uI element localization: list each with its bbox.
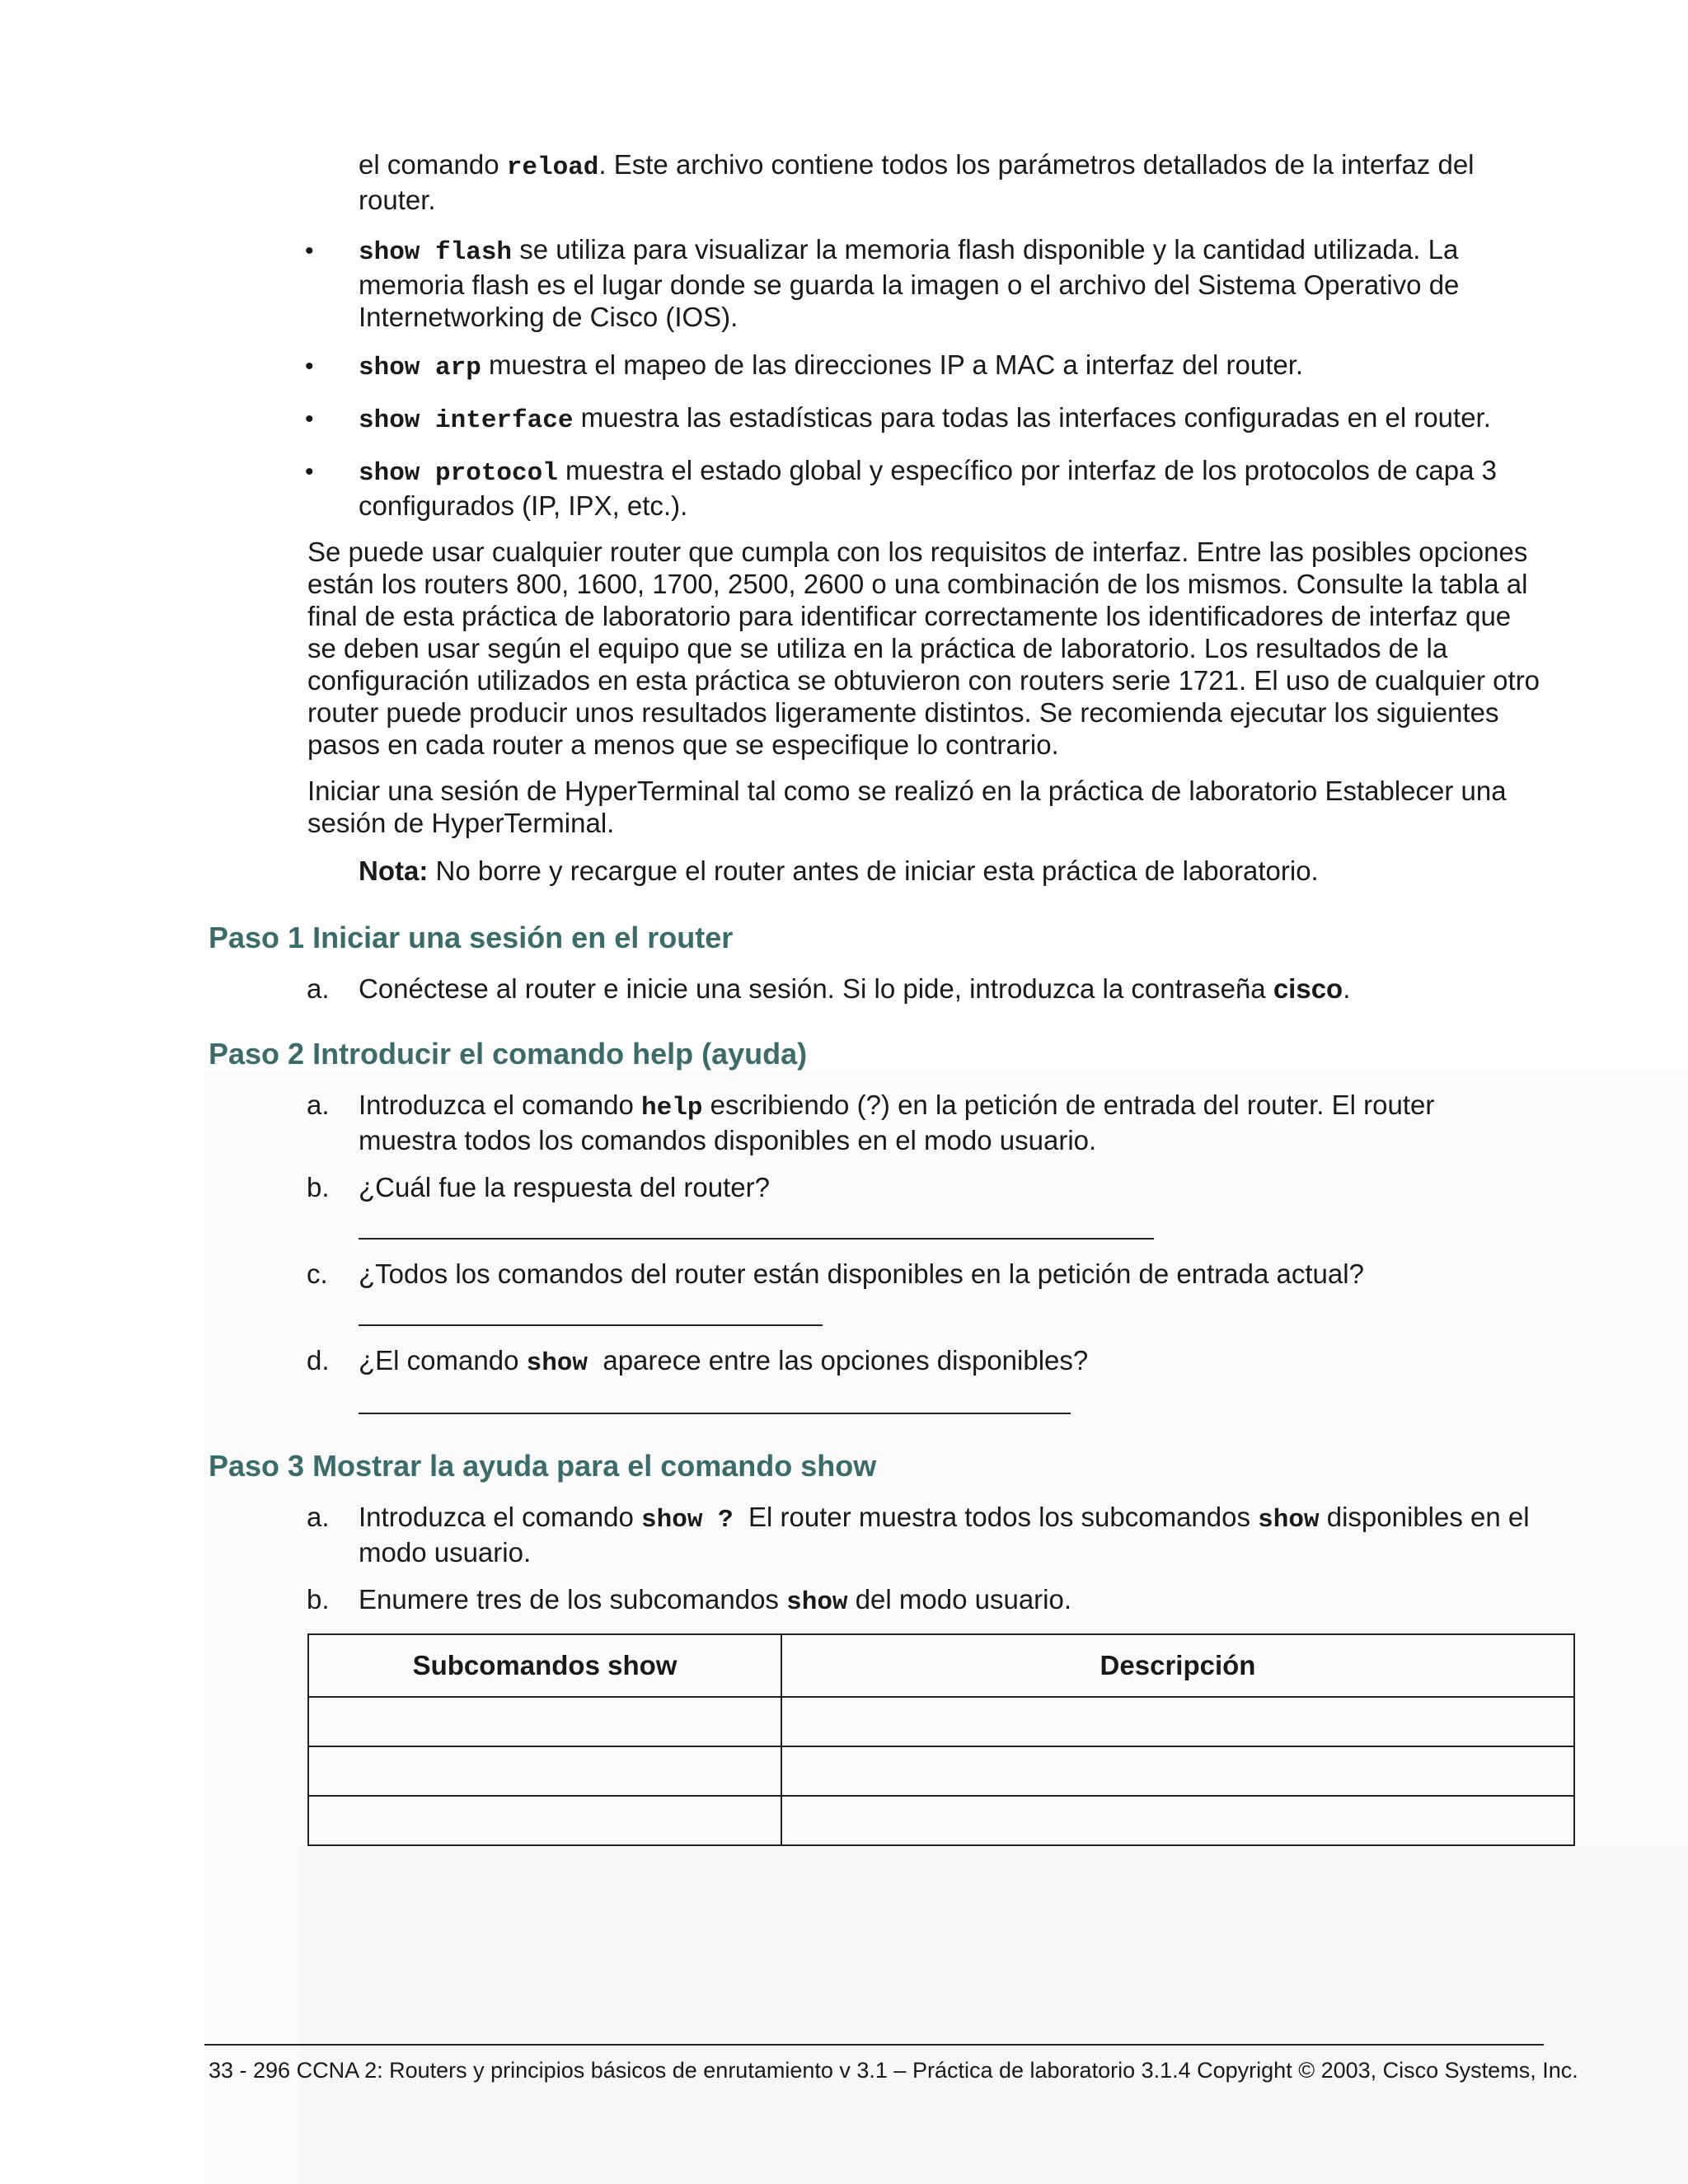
step2-b-question: ¿Cuál fue la respuesta del router? — [359, 1172, 770, 1202]
table-cell[interactable] — [781, 1697, 1574, 1746]
bullet-item-show-interface: show interface muestra las estadísticas para todas las interfaces configuradas en el router. — [359, 402, 1491, 435]
bullet-marker: • — [305, 405, 314, 433]
step2-b-label: b. — [307, 1172, 330, 1202]
table-row — [308, 1697, 1574, 1746]
table-row — [308, 1796, 1574, 1845]
table-cell[interactable] — [308, 1697, 781, 1746]
bullet-marker: • — [305, 237, 314, 265]
intro-continuation: el comando reload. Este archivo contiene todos los parámetros detallados de la interfaz del router. — [359, 149, 1475, 215]
bullet-item-show-arp: show arp muestra el mapeo de las direcciones IP a MAC a interfaz del router. — [359, 349, 1304, 382]
note: Nota: No borre y recargue el router antes de iniciar esta práctica de laboratorio. — [359, 855, 1319, 886]
step2-c-label: c. — [307, 1258, 328, 1289]
step2-a-label: a. — [307, 1090, 330, 1120]
page-footer: 33 - 296 CCNA 2: Routers y principios básicos de enrutamiento v 3.1 – Práctica de laboratorio 3.1.4 Copyright © 2003, Cisco Systems, Inc. — [209, 2058, 1578, 2083]
answer-line-c[interactable] — [359, 1324, 823, 1326]
bullet-item-show-protocol: show protocol muestra el estado global y específico por interfaz de los protocolos de capa 3 configurados (IP, IPX, etc.). — [359, 455, 1498, 521]
table-header-description: Descripción — [781, 1634, 1574, 1697]
paragraph-router-requirements: Se puede usar cualquier router que cumpla con los requisitos de interfaz. Entre las posibles opciones están los routers 800, 1600, 1700, 2500, 2600 o una combinación de los mismos. Consulte la tabla al final de esta práctica de laboratorio para identificar correctamente los identificadores de interfaz que se deben usar según el equipo que se utiliza en la práctica de laboratorio. Los resultados de la configuración utilizados en esta práctica se obtuvieron con routers serie 1721. El uso de cualquier otro router puede producir unos resultados ligeramente distintos. Se recomienda ejecutar los siguientes pasos en cada router a menos que se especifique lo contrario. — [307, 537, 1540, 760]
step1-a-label: a. — [307, 973, 330, 1004]
step3-a-label: a. — [307, 1502, 330, 1532]
code-show-help: show ? — [641, 1506, 734, 1535]
bullet-item-show-flash: show flash se utiliza para visualizar la memoria flash disponible y la cantidad utilizada. La memoria flash es el lugar donde se guarda la imagen o el archivo del Sistema Operativo de Internetworking de Cisco (IOS). — [359, 234, 1460, 332]
table-header-row — [308, 1634, 1574, 1697]
step1-heading: Paso 1 Iniciar una sesión en el router — [209, 921, 734, 954]
code-help: help — [641, 1094, 703, 1122]
bullet-marker: • — [305, 458, 314, 485]
code-show: show — [1258, 1506, 1320, 1535]
step1-a-text: Conéctese al router e inicie una sesión. Si lo pide, introduzca la contraseña cisco. — [359, 973, 1351, 1004]
table-cell[interactable] — [781, 1746, 1574, 1796]
table-cell[interactable] — [308, 1746, 781, 1796]
table-cell[interactable] — [308, 1796, 781, 1845]
paragraph-hyperterminal: Iniciar una sesión de HyperTerminal tal como se realizó en la práctica de laboratorio Establecer una sesión de HyperTerminal. — [307, 776, 1507, 838]
step2-d-question: ¿El comando show aparece entre las opciones disponibles? — [359, 1345, 1089, 1378]
step3-heading: Paso 3 Mostrar la ayuda para el comando show — [209, 1449, 877, 1483]
step3-b-text: Enumere tres de los subcomandos show del modo usuario. — [359, 1584, 1072, 1617]
step2-c-question: ¿Todos los comandos del router están disponibles en la petición de entrada actual? — [359, 1258, 1364, 1289]
bullet-marker: • — [305, 353, 314, 380]
answer-line-b[interactable] — [359, 1238, 1154, 1240]
code-show: show — [786, 1588, 848, 1617]
step3-a-text: Introduzca el comando show ? El router muestra todos los subcomandos show disponibles en el modo usuario. — [359, 1502, 1530, 1568]
table-row — [308, 1746, 1574, 1796]
show-subcommands-table — [307, 1633, 1575, 1846]
code-show: show — [526, 1349, 588, 1378]
step2-d-label: d. — [307, 1345, 330, 1376]
table-cell[interactable] — [781, 1796, 1574, 1845]
step2-heading: Paso 2 Introducir el comando help (ayuda) — [209, 1037, 808, 1071]
table-header-subcommands: Subcomandos show — [308, 1634, 781, 1697]
answer-line-d[interactable] — [359, 1413, 1071, 1414]
step3-b-label: b. — [307, 1584, 330, 1615]
step2-a-text: Introduzca el comando help escribiendo (?) en la petición de entrada del router. El router muestra todos los comandos disponibles en el modo usuario. — [359, 1090, 1435, 1155]
code-reload: reload — [506, 153, 599, 182]
footer-rule — [204, 2044, 1544, 2046]
